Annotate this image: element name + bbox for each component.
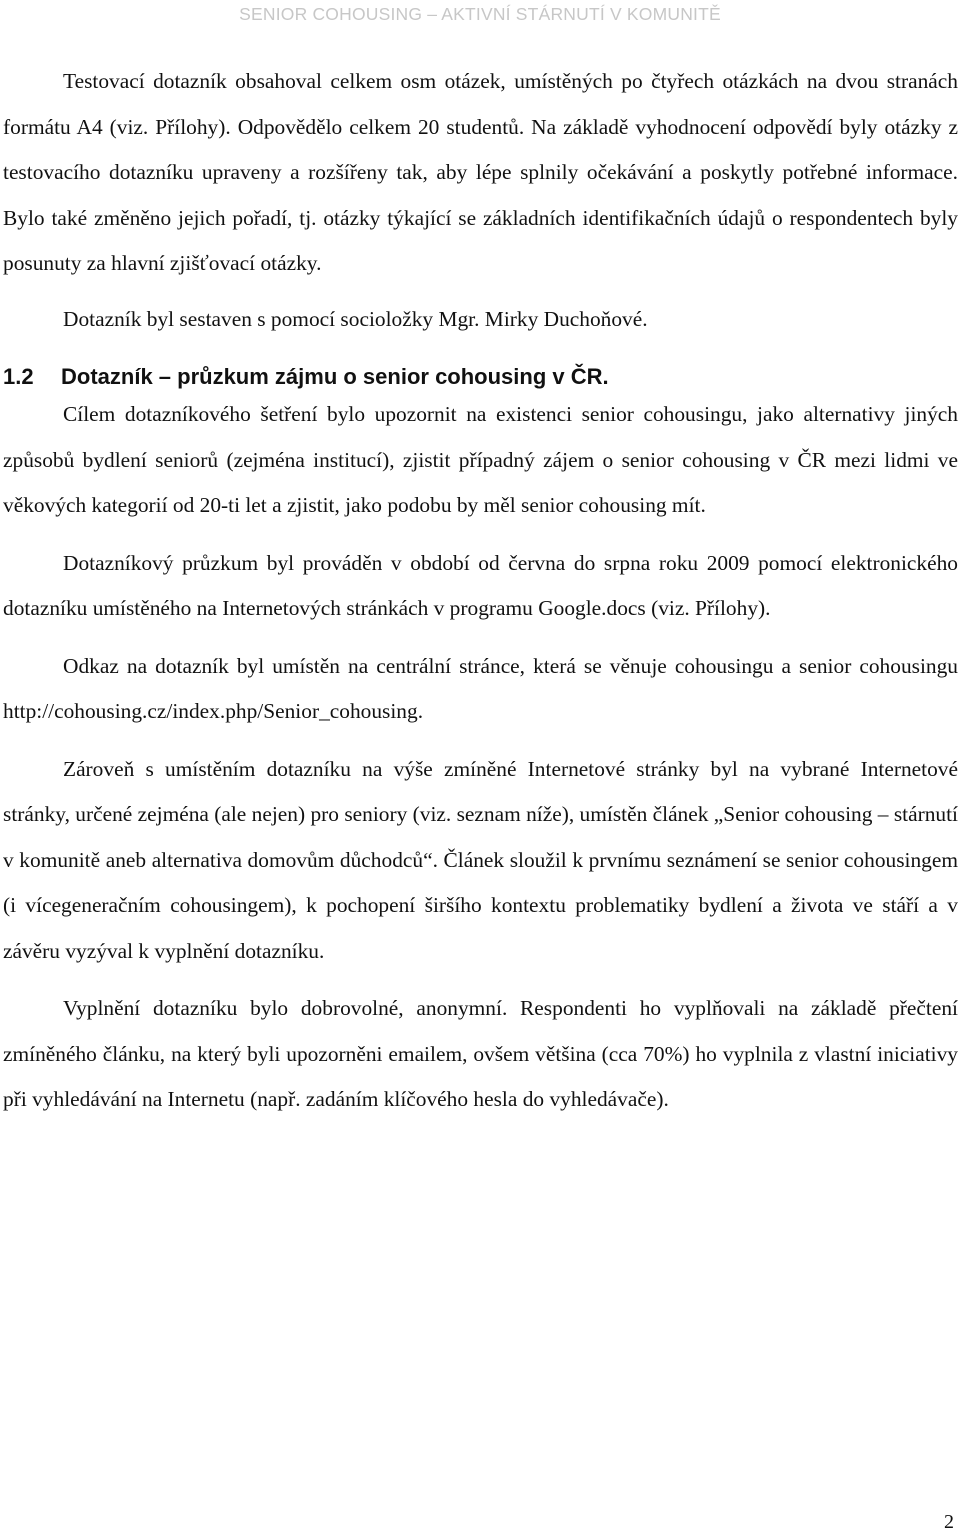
- page-content: [3, 59, 958, 1123]
- paragraph-survey-link: Odkaz na dotazník byl umístěn na centrální stránce, která se věnuje cohousingu a senior cohousingu http://cohousing.cz/index.php/Senior_cohousing.: [3, 653, 958, 723]
- paragraph-article: Zároveň s umístěním dotazníku na výše zmíněné Internetové stránky byl na vybrané Internetové stránky, určené zejména (ale nejen) pro seniory (viz. seznam níže), umístěn článek „Senior cohousing – stárnutí v komunitě aneb alternativa domovům důchodců“. Článek sloužil k prvnímu seznámení se senior cohousingem (i vícegeneračním cohousingem), k pochopení širšího kontextu problematiky bydlení a života ve stáří a v závěru vyzýval k vyplnění dotazníku.: [3, 756, 958, 963]
- section-heading: [3, 362, 958, 392]
- paragraph-test-questionnaire: Testovací dotazník obsahoval celkem osm otázek, umístěných po čtyřech otázkách na dvou stranách formátu A4 (viz. Přílohy). Odpovědělo celkem 20 studentů. Na základě vyhodnocení odpovědí byly otázky z testovacího dotazníku upraveny a rozšířeny tak, aby lépe splnily očekávání a poskytly potřebné informace. Bylo také změněno jejich pořadí, tj. otázky týkající se základních identifikačních údajů o respondentech byly posunuty za hlavní zjišťovací otázky.: [3, 69, 958, 275]
- paragraph-survey-period: Dotazníkový průzkum byl prováděn v období od června do srpna roku 2009 pomocí elektronického dotazníku umístěného na Internetových stránkách v programu Google.docs (viz. Přílohy).: [3, 550, 958, 620]
- paragraph-sociologist: Dotazník byl sestaven s pomocí socioložky Mgr. Mirky Duchoňové.: [63, 306, 648, 331]
- section-number: 1.2: [3, 364, 34, 389]
- paragraph-voluntary: Vyplnění dotazníku bylo dobrovolné, anonymní. Respondenti ho vyplňovali na základě přečtení zmíněného článku, na který byli upozorněni emailem, ovšem většina (cca 70%) ho vyplnila z vlastní iniciativy při vyhledávání na Internetu (např. zadáním klíčového hesla do vyhledávače).: [3, 996, 958, 1111]
- running-header: SENIOR COHOUSING – AKTIVNÍ STÁRNUTÍ V KOMUNITĚ: [239, 4, 721, 24]
- paragraph-survey-goal: Cílem dotazníkového šetření bylo upozornit na existenci senior cohousingu, jako alternativy jiných způsobů bydlení seniorů (zejména institucí), zjistit případný zájem o senior cohousing v ČR mezi lidmi ve věkových kategorií od 20-ti let a zjistit, jako podobu by měl senior cohousing mít.: [3, 402, 958, 517]
- section-title: Dotazník – průzkum zájmu o senior cohousing v ČR.: [61, 364, 609, 389]
- page-number: 2: [944, 1511, 954, 1533]
